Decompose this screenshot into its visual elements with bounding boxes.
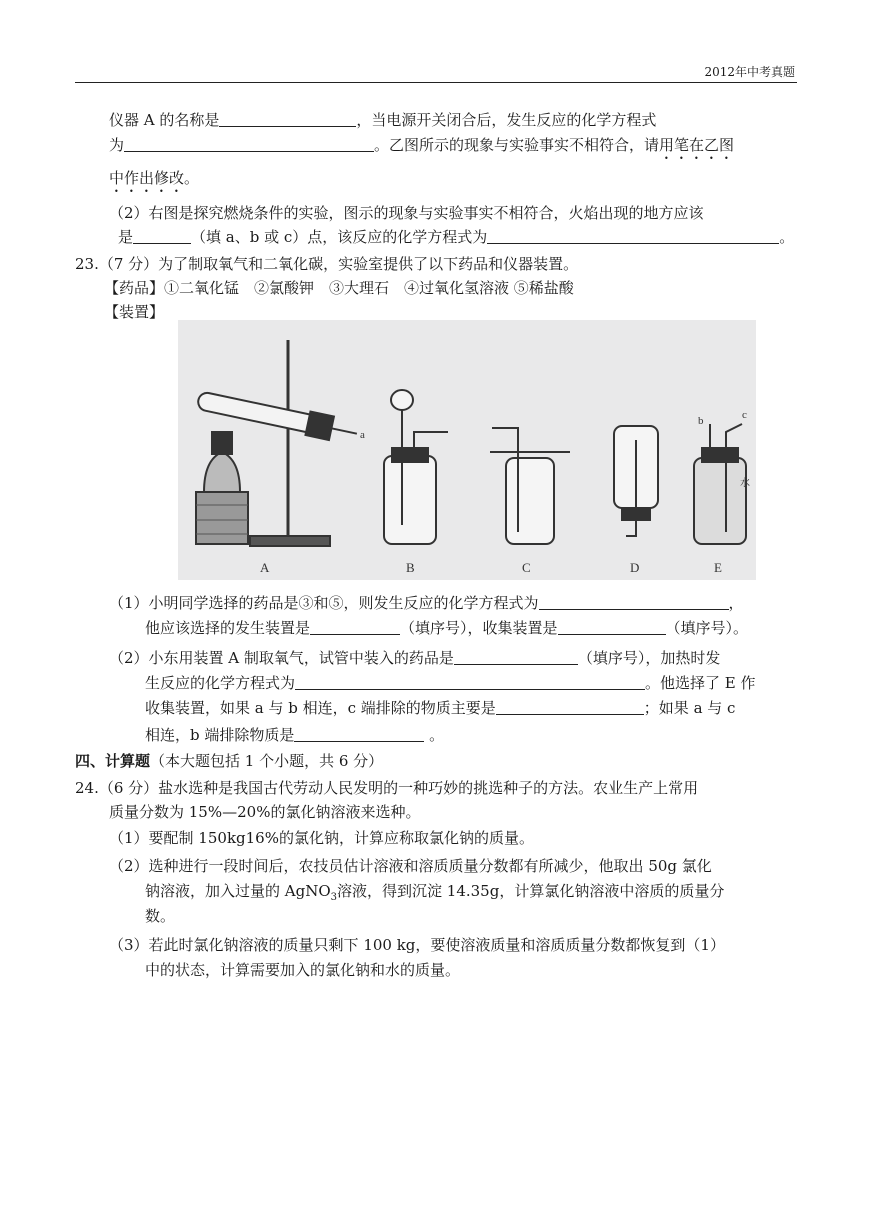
q23-s2-text: （2）小东用装置 A 制取氧气，试管中装入的药品是 <box>109 649 454 667</box>
q24-l2-text: 质量分数为 15%—20%的氯化钠溶液来选种。 <box>109 803 421 821</box>
q23-title-text: 23.（7 分）为了制取氧气和二氧化碳，实验室提供了以下药品和仪器装置。 <box>75 255 579 273</box>
q24-part2-line-2 <box>145 880 724 909</box>
q24-part3-line-1 <box>109 934 725 956</box>
lamp-cap <box>212 432 232 454</box>
q23-s1-text-b: ， <box>728 594 744 612</box>
q24-p3a-text: （3）若此时氯化钠溶液的质量只剩下 100 kg，要使溶液质量和溶质质量分数都恢复到（1） <box>109 936 725 954</box>
q22-part2-line-1 <box>109 202 704 224</box>
q22-l2-text: 为 <box>109 136 125 154</box>
stopper-b <box>392 448 428 462</box>
apparatus-e <box>694 424 746 544</box>
q23-device-label <box>104 301 164 323</box>
q23-drugs <box>104 277 574 299</box>
label-water: 水 <box>740 478 750 489</box>
apparatus-d <box>614 426 658 536</box>
q24-p2c-text: 数。 <box>145 907 176 925</box>
q23-s1-text-e: （填序号）。 <box>665 619 749 637</box>
answer-blank[interactable] <box>496 699 644 715</box>
answer-blank[interactable] <box>454 649 578 665</box>
section-4-note: （本大题包括 1 个小题，共 6 分） <box>150 752 384 770</box>
answer-blank[interactable] <box>310 619 400 635</box>
answer-blank[interactable] <box>219 111 356 127</box>
q23-part2-line-3 <box>145 697 735 719</box>
q22-p2-text-b: 是 <box>118 228 134 246</box>
q23-s1-text-d: （填序号），收集装置是 <box>400 619 558 637</box>
q22-line-2 <box>109 134 734 163</box>
q23-device-text: 【装置】 <box>104 303 165 321</box>
q22-l1-text: 仪器 A 的名称是 <box>109 111 220 129</box>
q23-s2-text-g: 相连，b 端排除物质是 <box>145 726 295 744</box>
bottle-e <box>694 458 746 544</box>
q22-part2-line-2 <box>118 226 794 248</box>
answer-blank[interactable] <box>539 594 729 610</box>
answer-blank[interactable] <box>487 228 779 244</box>
q23-s2-text-h: 。 <box>429 726 445 744</box>
apparatus-b <box>384 390 448 544</box>
label-e-device: E <box>714 560 722 575</box>
apparatus-a <box>196 340 359 546</box>
q23-s2-text-b: （填序号），加热时发 <box>577 649 721 667</box>
q24-part2-line-3 <box>145 905 175 927</box>
q23-s1-text-c: 他应该选择的发生装置是 <box>145 619 311 637</box>
q24-p1-text: （1）要配制 150kg16%的氯化钠，计算应称取氯化钠的质量。 <box>109 829 534 847</box>
q22-p2-text-c: （填 a、b 或 c）点，该反应的化学方程式为 <box>191 228 488 246</box>
q22-l2-text-b: 。乙图所示的现象与实验事实不相符合，请 <box>374 136 660 154</box>
q23-drugs-text: 【药品】①二氧化锰 ②氯酸钾 ③大理石 ④过氧化氢溶液 ⑤稀盐酸 <box>104 279 574 297</box>
apparatus-svg <box>178 320 756 580</box>
bottle-c <box>506 458 554 544</box>
apparatus-c <box>490 428 570 544</box>
wood-block <box>196 492 248 544</box>
answer-blank[interactable] <box>558 619 666 635</box>
q23-s2-text-e: 收集装置，如果 a 与 b 相连，c 端排除的物质主要是 <box>145 699 496 717</box>
q22-l3-text: 。 <box>184 169 200 187</box>
section-4-title: 四、计算题 <box>75 752 151 770</box>
q24-part1 <box>109 827 534 849</box>
label-d-device: D <box>630 560 640 575</box>
q24-p3b-text: 中的状态，计算需要加入的氯化钠和水的质量。 <box>145 961 461 979</box>
answer-blank[interactable] <box>124 136 374 152</box>
q23-part1-line-1 <box>109 592 744 614</box>
q23-part1-line-2 <box>145 617 748 639</box>
label-a-device: A <box>260 560 270 575</box>
q22-l2-emphasis: 用笔在乙图 <box>659 136 735 154</box>
answer-blank[interactable] <box>294 726 424 742</box>
q23-part2-line-2 <box>145 672 756 694</box>
label-port-c: c <box>742 409 747 421</box>
label-b-device: B <box>406 560 415 575</box>
q24-p2b-text: 钠溶液，加入过量的 AgNO <box>145 882 331 900</box>
header-title: 2012年中考真题 <box>704 65 795 79</box>
q23-title <box>75 253 578 275</box>
q23-s2-text-d: 。他选择了 E 作 <box>645 674 756 692</box>
q24-p2b-sub: 3 <box>330 892 338 903</box>
stand-base <box>250 536 330 546</box>
q23-s2-text-c: 生反应的化学方程式为 <box>145 674 296 692</box>
q23-s1-text: （1）小明同学选择的药品是③和⑤，则发生反应的化学方程式为 <box>109 594 539 612</box>
q24-line-2 <box>109 801 420 823</box>
section-4-heading <box>75 750 383 772</box>
q23-s2-text-f: ；如果 a 与 c <box>643 699 736 717</box>
label-port-b: b <box>698 415 704 427</box>
apparatus-figure <box>178 320 756 580</box>
answer-blank[interactable] <box>295 674 645 690</box>
alcohol-lamp <box>204 452 240 492</box>
q22-l1-text-b: ，当电源开关闭合后，发生反应的化学方程式 <box>356 111 657 129</box>
label-port-a: a <box>360 429 365 441</box>
q24-l1-text: 24.（6 分）盐水选种是我国古代劳动人民发明的一种巧妙的挑选种子的方法。农业生产上常用 <box>75 779 699 797</box>
outlet-tube-b <box>414 432 448 448</box>
stopper-e <box>702 448 738 462</box>
q23-part2-line-4 <box>145 724 444 746</box>
funnel-bulb <box>391 390 413 410</box>
q24-p2b-text-2: 溶液，得到沉淀 14.35g，计算氯化钠溶液中溶质的质量分 <box>337 882 725 900</box>
bottle-b <box>384 456 436 544</box>
q22-line-3 <box>109 167 199 196</box>
q24-p2a-text: （2）选种进行一段时间后，农技员估计溶液和溶质质量分数都有所减少，他取出 50g 氯化 <box>109 857 712 875</box>
q24-part2-line-1 <box>109 855 712 877</box>
q22-p2-text: （2）右图是探究燃烧条件的实验，图示的现象与实验事实不相符合，火焰出现的地方应该 <box>109 204 704 222</box>
label-c-device: C <box>522 560 531 575</box>
q22-l3-emphasis: 中作出修改 <box>109 169 185 187</box>
q23-part2-line-1 <box>109 647 720 669</box>
q24-part3-line-2 <box>145 959 460 981</box>
answer-blank[interactable] <box>133 228 191 244</box>
page-header <box>75 58 797 83</box>
q24-line-1 <box>75 777 698 799</box>
q22-p2-text-d: 。 <box>779 228 795 246</box>
q22-line-1 <box>109 109 656 131</box>
